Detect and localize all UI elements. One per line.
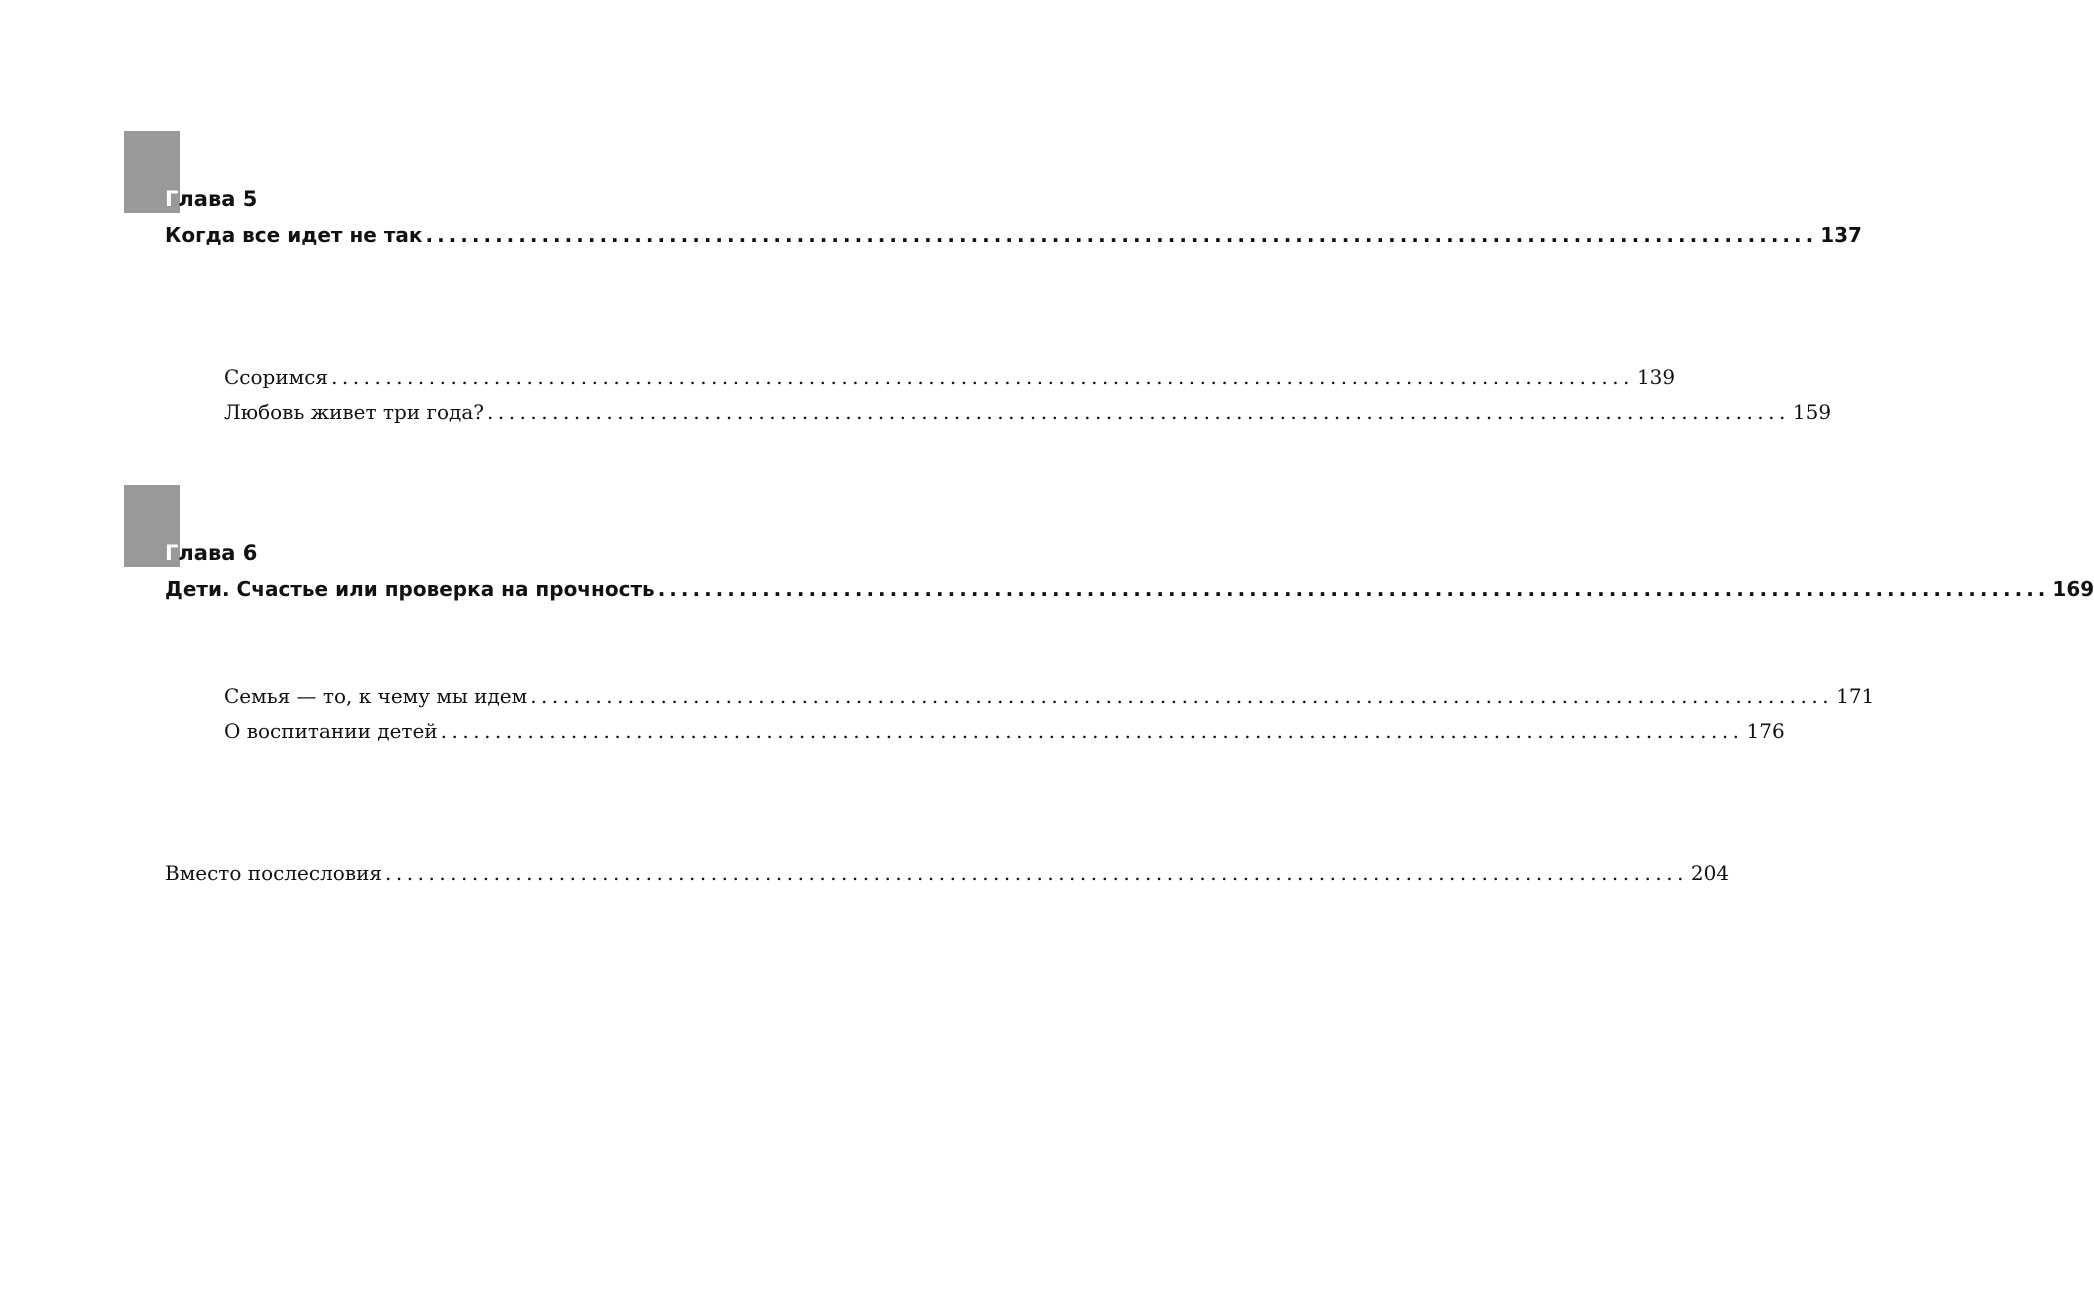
- dot-leader: ........................................................................................................................: [440, 719, 1744, 743]
- toc-entry-afterword[interactable]: [165, 860, 1730, 886]
- chapter-label: [165, 186, 257, 212]
- toc-entry-title: Ссоримся: [224, 365, 329, 389]
- chapter-6-header: [124, 485, 751, 575]
- chapter-5-header: [124, 131, 751, 221]
- dot-leader: ........................................................................................................................: [385, 861, 1688, 885]
- toc-entry-section[interactable]: [224, 718, 1785, 744]
- toc-entry-page: 159: [1792, 400, 1832, 424]
- chapter-label-initial: Г: [165, 187, 179, 211]
- toc-entry-title: Дети. Счастье или проверка на прочность: [165, 577, 655, 601]
- chapter-label-initial: Г: [165, 541, 179, 565]
- chapter-label-rest: лава 6: [178, 541, 258, 565]
- toc-entry-page: 176: [1746, 719, 1785, 743]
- toc-entry-section[interactable]: [224, 364, 1676, 390]
- toc-entry-title: Когда все идет не так: [165, 223, 423, 247]
- toc-entry-title: Вместо послесловия: [165, 861, 383, 885]
- toc-entry-page: 139: [1636, 365, 1676, 389]
- toc-entry-section[interactable]: [224, 399, 1832, 425]
- dot-leader: ........................................................................................................................: [425, 223, 1818, 247]
- toc-entry-page: 169: [2052, 577, 2094, 601]
- dot-leader: ........................................................................................................................: [657, 577, 2050, 601]
- dot-leader: ........................................................................................................................: [530, 684, 1834, 708]
- toc-entry-title: О воспитании детей: [224, 719, 438, 743]
- toc-entry-page: 204: [1690, 861, 1730, 885]
- dot-leader: ........................................................................................................................: [486, 400, 1790, 424]
- toc-entry-page: 137: [1820, 223, 1862, 247]
- toc-entry-section[interactable]: [224, 683, 1875, 709]
- toc-entry-chapter-5[interactable]: [165, 222, 1862, 248]
- toc-entry-chapter-6[interactable]: [165, 576, 2094, 602]
- chapter-label: [165, 540, 257, 566]
- chapter-label-rest: лава 5: [178, 187, 258, 211]
- dot-leader: ........................................................................................................................: [331, 365, 1634, 389]
- toc-entry-title: Любовь живет три года?: [224, 400, 484, 424]
- toc-entry-title: Семья — то, к чему мы идем: [224, 684, 528, 708]
- toc-entry-page: 171: [1836, 684, 1875, 708]
